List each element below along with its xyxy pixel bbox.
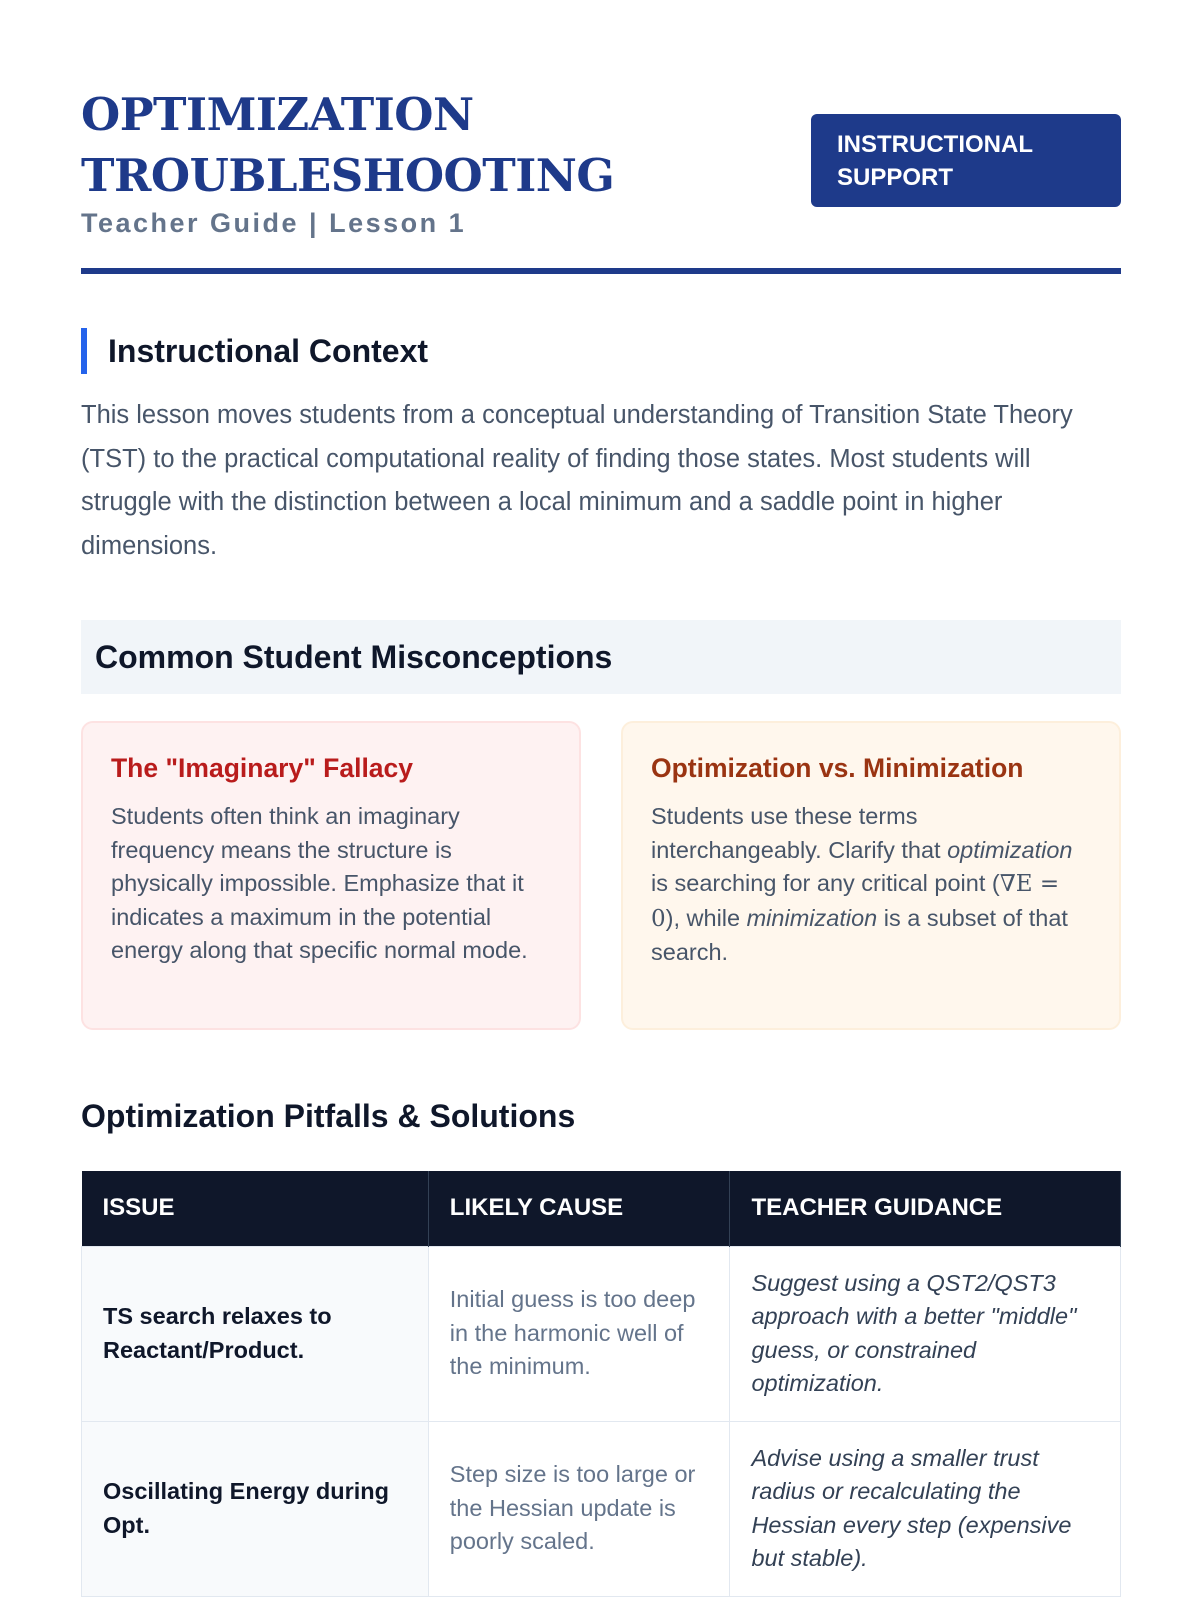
gradient-equation: ∇E = 0	[651, 871, 1060, 932]
misconceptions-heading: Common Student Misconceptions	[81, 620, 1121, 694]
instructional-support-badge	[811, 114, 1121, 207]
card-title: The "Imaginary" Fallacy	[111, 753, 414, 783]
title-line-1: OPTIMIZATION	[81, 88, 474, 141]
guidance-cell: Suggest using a QST2/QST3 approach with a better "middle" guess, or constrained optimization.	[730, 1246, 1121, 1421]
context-heading: Instructional Context	[81, 328, 428, 374]
misconception-card-optimization	[621, 721, 1121, 1030]
table-row	[82, 1421, 1121, 1596]
pitfalls-heading: Optimization Pitfalls & Solutions	[81, 1098, 576, 1134]
column-header-guidance: TEACHER GUIDANCE	[730, 1171, 1121, 1246]
card-body: Students often think an imaginary frequency means the structure is physically impossible. Emphasize that it indicates a maximum in the potential energy along that specific normal mode.	[111, 803, 528, 963]
page-subtitle: Teacher Guide | Lesson 1	[81, 208, 467, 238]
text: ), while	[665, 904, 747, 931]
column-header-cause: LIKELY CAUSE	[428, 1171, 730, 1246]
table-row	[82, 1246, 1121, 1421]
page-header	[81, 84, 1121, 274]
issue-cell: Oscillating Energy during Opt.	[82, 1421, 429, 1596]
card-title: Optimization vs. Minimization	[651, 753, 1024, 783]
text: is a subset of that search.	[651, 904, 1068, 965]
emphasis-minimization: minimization	[746, 904, 878, 931]
badge-line-2: SUPPORT	[837, 164, 954, 191]
text: Students use these terms interchangeably. Clarify that	[651, 803, 948, 863]
card-body	[651, 800, 1091, 970]
emphasis-optimization: optimization	[947, 836, 1073, 863]
badge-line-1: INSTRUCTIONAL	[837, 131, 1033, 158]
cause-cell: Step size is too large or the Hessian update is poorly scaled.	[428, 1421, 730, 1596]
context-paragraph: This lesson moves students from a conceptual understanding of Transition State Theory (TST) to the practical computational reality of finding those states. Most students will struggle with the distinction between a local minimum and a saddle point in higher dimensions.	[81, 401, 1073, 560]
misconception-card-imaginary	[81, 721, 581, 1030]
text: is searching for any critical point (	[651, 870, 1000, 896]
title-line-2: TROUBLESHOOTING	[81, 149, 615, 202]
column-header-issue: ISSUE	[82, 1171, 429, 1246]
guidance-cell: Advise using a smaller trust radius or recalculating the Hessian every step (expensive but stable).	[730, 1421, 1121, 1596]
pitfalls-table	[81, 1171, 1121, 1597]
table-header-row	[82, 1171, 1121, 1246]
issue-cell: TS search relaxes to Reactant/Product.	[82, 1246, 429, 1421]
cause-cell: Initial guess is too deep in the harmonic well of the minimum.	[428, 1246, 730, 1421]
